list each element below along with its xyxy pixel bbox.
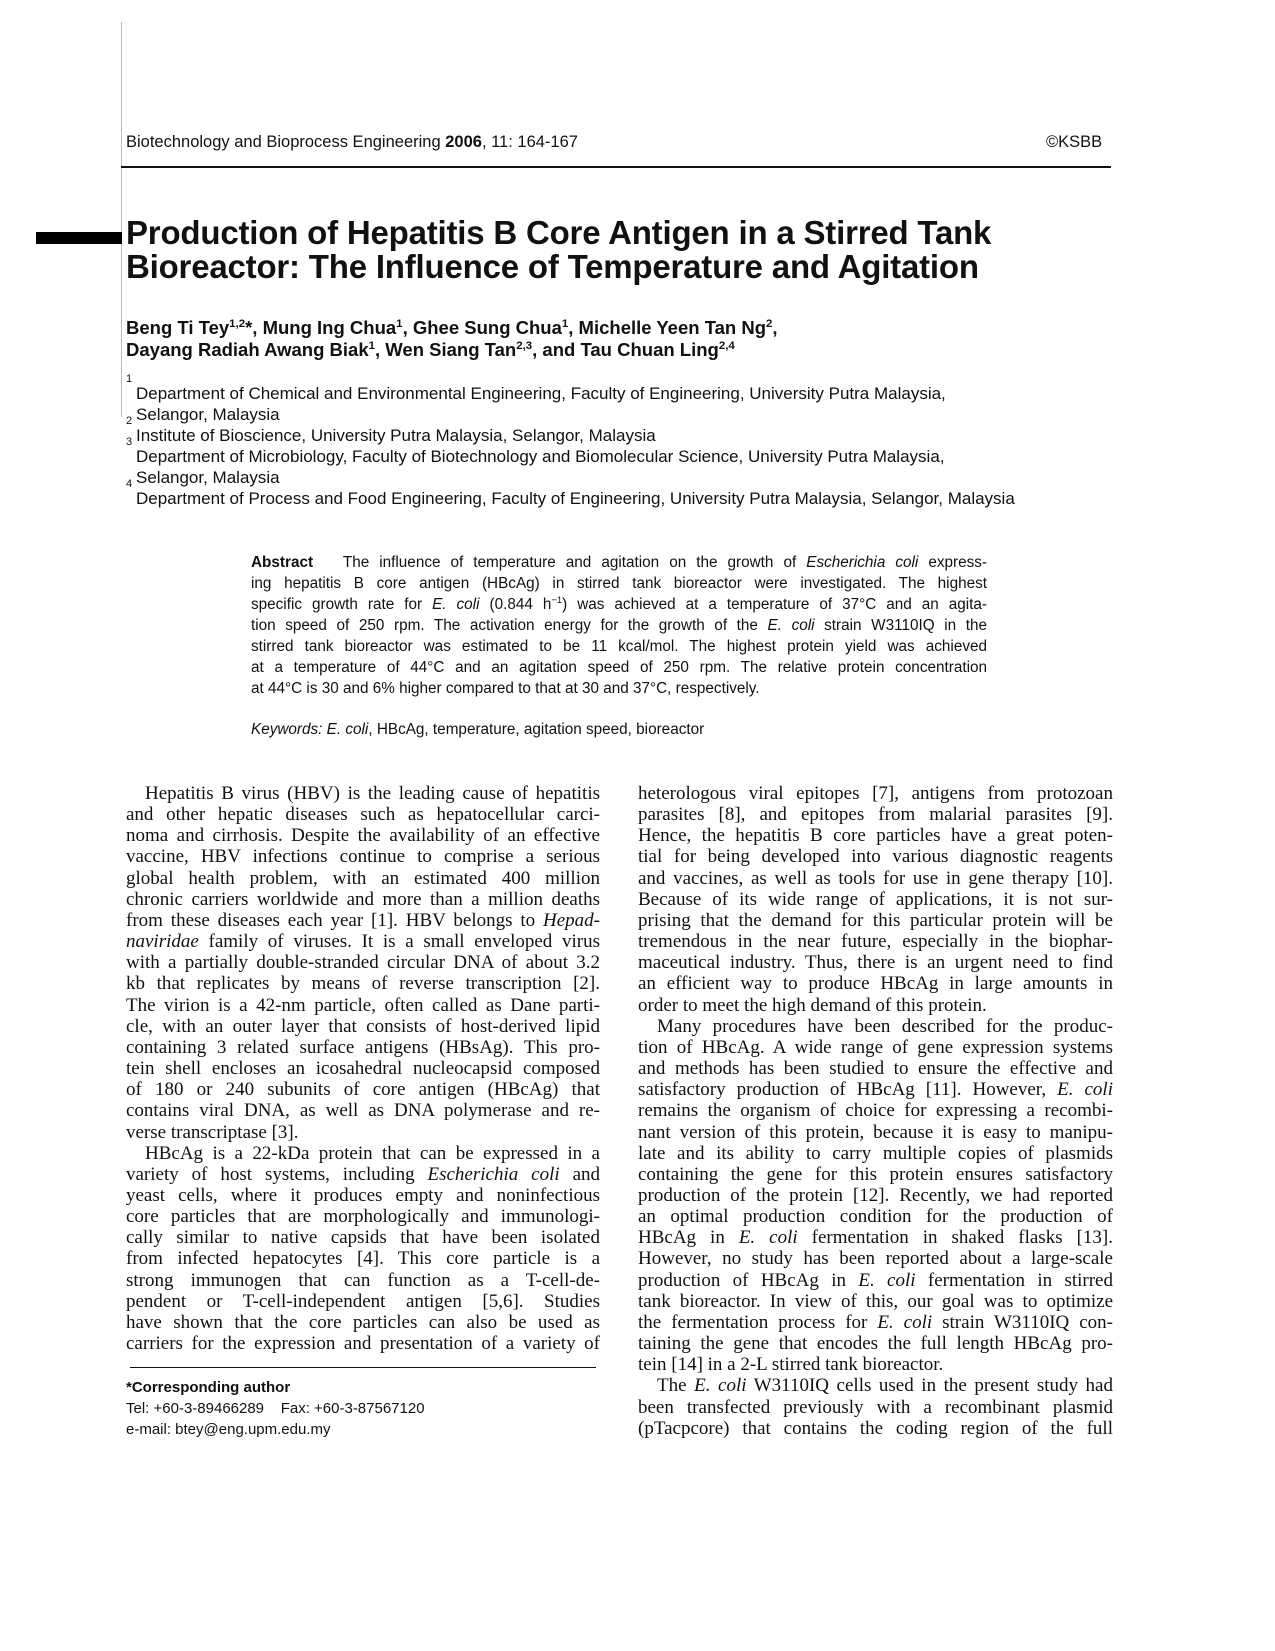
text-run: have shown that the core particles can also be used as — [126, 1311, 600, 1333]
text-run: an optimal production condition for the production of — [638, 1206, 1113, 1228]
text-run: ) was achieved at a temperature of 37°C and an agita- — [562, 596, 987, 613]
corresponding-author-footnote — [126, 1377, 425, 1440]
text-run: at 44°C is 30 and 6% higher compared to that at 30 and 37°C, respectively. — [251, 680, 760, 697]
text-run: at a temperature of 44°C and an agitation speed of 250 rpm. The relative protein concentration — [251, 659, 987, 676]
text-run: carriers for the expression and presentation of a variety of — [126, 1333, 600, 1355]
footnote-heading: *Corresponding author — [126, 1379, 291, 1396]
text-line — [638, 1206, 1113, 1227]
text-run: noma and cirrhosis. Despite the availability of an effective — [126, 825, 600, 847]
text-run: and — [559, 1163, 600, 1185]
text-run: Beng Ti Tey — [126, 317, 230, 338]
journal-name: Biotechnology and Bioprocess Engineering — [126, 133, 446, 151]
text-line — [638, 952, 1113, 973]
text-run: pendent or T-cell-independent antigen [5,6]. Studies — [126, 1290, 600, 1312]
text-run: been transfected previously with a recombinant plasmid — [638, 1396, 1113, 1418]
text-run: E. coli — [326, 721, 369, 738]
text-line — [126, 804, 600, 825]
text-run: Keywords — [251, 721, 319, 738]
text-line — [638, 889, 1113, 910]
text-run: E. coli — [432, 596, 480, 613]
text-line — [126, 910, 600, 931]
text-run: late and its ability to carry multiple copies of plasmids — [638, 1142, 1113, 1164]
text-line — [638, 1143, 1113, 1164]
text-run: Escherichia coli — [806, 554, 919, 571]
author-line — [126, 339, 778, 361]
text-run: specific growth rate for — [251, 596, 433, 613]
text-run: from these diseases each year [1]. HBV belongs to — [126, 909, 544, 931]
text-line — [251, 615, 987, 636]
text-run: Many procedures have been described for the produc- — [657, 1015, 1113, 1037]
text-line — [638, 1185, 1113, 1206]
text-line — [638, 1248, 1113, 1269]
text-line — [638, 1037, 1113, 1058]
text-run: tein shell encloses an icosahedral nucleocapsid composed — [126, 1058, 600, 1080]
affiliation: 4 Department of Process and Food Engineering, Faculty of Engineering, University Putra Malaysia, Selangor, Malaysia — [126, 478, 1015, 508]
text-line — [638, 1164, 1113, 1185]
text-run: strong immunogen that can function as a T-cell-de- — [126, 1269, 600, 1291]
text-line — [638, 1122, 1113, 1143]
text-line — [638, 1354, 1113, 1375]
text-run: , Michelle Yeen Tan Ng — [568, 317, 767, 338]
margin-rule — [121, 22, 122, 417]
text-line — [126, 846, 600, 867]
text-run: yeast cells, where it produces empty and noninfectious — [126, 1184, 600, 1206]
author-line — [126, 317, 778, 339]
text-line — [126, 1291, 600, 1312]
superscript: 1 — [368, 339, 376, 352]
text-line — [126, 1206, 600, 1227]
text-line — [638, 868, 1113, 889]
text-run: tank bioreactor. In view of this, our goal was to optimize — [638, 1290, 1113, 1312]
text-line — [126, 1248, 600, 1269]
text-run: Escherichia coli — [427, 1163, 560, 1185]
text-run: vaccine, HBV infections continue to comprise a serious — [126, 846, 600, 868]
text-run: The — [657, 1375, 695, 1397]
text-line — [638, 1100, 1113, 1121]
text-line — [126, 1164, 600, 1185]
text-run: tremendous in the near future, especially in the biophar- — [638, 931, 1113, 953]
text-run: cally similar to native capsids that have been isolated — [126, 1227, 600, 1249]
text-run: Hepad- — [543, 909, 600, 931]
affiliations — [126, 373, 1015, 509]
superscript: 1 — [561, 317, 569, 330]
text-line — [126, 995, 600, 1016]
superscript: 2,3 — [516, 339, 533, 352]
text-line — [126, 1143, 600, 1164]
paper-title — [126, 216, 991, 284]
affiliation-line: Department of Process and Food Engineering, Faculty of Engineering, University Putra Malaysia, Selangor, Malaysia — [136, 489, 1015, 508]
text-run: order to meet the high demand of this protein. — [638, 994, 987, 1016]
text-run: E. coli — [858, 1269, 916, 1291]
text-run: tein [14] in a 2-L stirred tank bioreactor. — [638, 1354, 944, 1376]
text-run: production of the protein [12]. Recently, we had reported — [638, 1184, 1113, 1206]
affiliation-line: Institute of Bioscience, University Putra Malaysia, Selangor, Malaysia — [136, 426, 656, 445]
journal-volume: , 11: 164-167 — [481, 133, 578, 151]
text-line — [126, 931, 600, 952]
text-run: W3110IQ cells used in the present study had — [746, 1375, 1113, 1397]
text-run: prising that the demand for this particular protein will be — [638, 909, 1113, 931]
text-run: , and Tau Chuan Ling — [532, 339, 719, 360]
text-line — [638, 1016, 1113, 1037]
affiliation-line: Selangor, Malaysia — [136, 405, 280, 424]
text-run: HBcAg is a 22-kDa protein that can be expressed in a — [145, 1142, 600, 1164]
text-line — [638, 1079, 1113, 1100]
affiliation-line: Department of Chemical and Environmental Engineering, Faculty of Engineering, University Putra Malaysia, — [136, 384, 946, 403]
text-run: verse transcriptase [3]. — [126, 1121, 299, 1143]
text-line — [638, 846, 1113, 867]
affiliation: 3 Department of Microbiology, Faculty of Biotechnology and Biomolecular Science, University Putra Malaysia, Selangor, Malaysia — [126, 446, 1015, 488]
text-run: The influence of temperature and agitation on the growth of — [313, 554, 807, 571]
text-run: ing hepatitis B core antigen (HBcAg) in stirred tank bioreactor were investigated. The highest — [251, 575, 987, 592]
text-line — [126, 1100, 600, 1121]
text-run: HBcAg in — [638, 1227, 739, 1249]
superscript: 2 — [766, 317, 773, 330]
text-run: tion speed of 250 rpm. The activation energy for the growth of the — [251, 617, 768, 634]
text-line — [251, 678, 987, 699]
text-run: heterologous viral epitopes [7], antigens from protozoan — [638, 783, 1113, 804]
text-run: The virion is a 42-nm particle, often called as Dane parti- — [126, 994, 600, 1016]
text-run: family of viruses. It is a small enveloped virus — [198, 931, 600, 953]
keywords — [251, 721, 704, 739]
text-line — [126, 1227, 600, 1248]
text-line — [638, 804, 1113, 825]
text-line — [251, 636, 987, 657]
text-run: satisfactory production of HBcAg [11]. However, — [638, 1079, 1058, 1101]
text-run: E. coli — [694, 1375, 747, 1397]
footnote-email: e-mail: btey@eng.upm.edu.my — [126, 1421, 331, 1438]
body-column-left — [126, 783, 600, 1354]
text-line — [126, 825, 600, 846]
superscript: 1,2 — [229, 317, 246, 330]
superscript: 1 — [396, 317, 403, 330]
text-line — [638, 1418, 1113, 1439]
text-run: contains viral DNA, as well as DNA polymerase and re- — [126, 1100, 600, 1122]
text-run: an efficient way to produce HBcAg in large amounts in — [638, 973, 1113, 995]
text-run: taining the gene that encodes the full length HBcAg pro- — [638, 1333, 1113, 1355]
text-run: , HBcAg, temperature, agitation speed, bioreactor — [368, 721, 705, 738]
text-line — [251, 657, 987, 678]
text-run: variety of host systems, including — [126, 1163, 428, 1185]
text-line — [126, 1122, 600, 1143]
text-run: containing the gene for this protein ensures satisfactory — [638, 1163, 1113, 1185]
superscript: −1 — [551, 594, 563, 606]
text-run: E. coli — [877, 1311, 933, 1333]
text-line — [251, 573, 987, 594]
text-run: naviridae — [126, 931, 199, 953]
text-run: and methods has been studied to ensure the effective and — [638, 1058, 1113, 1080]
text-run: the fermentation process for — [638, 1311, 878, 1333]
text-line — [638, 825, 1113, 846]
text-line — [638, 1333, 1113, 1354]
text-run: of 180 or 240 subunits of core antigen (HBcAg) that — [126, 1079, 600, 1101]
text-line — [126, 1185, 600, 1206]
journal-year: 2006 — [445, 133, 482, 151]
text-line — [126, 1016, 600, 1037]
footnote-rule — [130, 1367, 596, 1368]
title-line: Production of Hepatitis B Core Antigen in a Stirred Tank — [126, 214, 992, 251]
text-run: Hence, the hepatitis B core particles have a great poten- — [638, 825, 1113, 847]
text-run: Because of its wide range of applications, it is not sur- — [638, 888, 1113, 910]
affiliation-line: Selangor, Malaysia — [136, 468, 280, 487]
text-line — [126, 783, 600, 804]
text-line — [126, 1079, 600, 1100]
running-header — [126, 133, 578, 152]
text-run: and other hepatic diseases such as hepatocellular carci- — [126, 804, 600, 826]
text-run: express- — [918, 554, 988, 571]
text-run: strain W3110IQ in the — [814, 617, 987, 634]
text-line — [638, 1291, 1113, 1312]
affiliation: 1 Department of Chemical and Environmental Engineering, Faculty of Engineering, University Putra Malaysia, Selangor, Malaysia — [126, 383, 1015, 425]
text-run: global health problem, with an estimated 400 million — [126, 867, 600, 889]
text-run: parasites [8], and epitopes from malarial parasites [9]. — [638, 804, 1113, 826]
text-run: However, no study has been reported about a large-scale — [638, 1248, 1113, 1270]
text-run: production of HBcAg in — [638, 1269, 859, 1291]
text-run: and vaccines, as well as tools for use in gene therapy [10]. — [638, 867, 1113, 889]
text-line — [638, 995, 1113, 1016]
text-run: E. coli — [738, 1227, 798, 1249]
text-line — [638, 1270, 1113, 1291]
body-column-right — [638, 783, 1113, 1439]
text-run: maceutical industry. Thus, there is an urgent need to find — [638, 952, 1113, 974]
text-line — [126, 1058, 600, 1079]
text-line — [638, 1058, 1113, 1079]
text-line — [638, 931, 1113, 952]
footnote-phone: Tel: +60-3-89466289 Fax: +60-3-87567120 — [126, 1400, 425, 1417]
text-run: , Wen Siang Tan — [375, 339, 517, 360]
text-line — [251, 552, 987, 573]
text-run: fermentation in shaked flasks [13]. — [797, 1227, 1113, 1249]
text-run: stirred tank bioreactor was estimated to be 11 kcal/mol. The highest protein yield was achieved — [251, 638, 987, 655]
text-run: Hepatitis B virus (HBV) is the leading cause of hepatitis — [145, 783, 600, 804]
text-run: , Ghee Sung Chua — [402, 317, 562, 338]
text-run: cle, with an outer layer that consists of host-derived lipid — [126, 1015, 600, 1037]
title-line: Bioreactor: The Influence of Temperature and Agitation — [126, 248, 979, 285]
author-list — [126, 317, 778, 361]
text-line — [638, 1375, 1113, 1396]
text-line — [638, 1397, 1113, 1418]
text-run: core particles that are morphologically and immunologi- — [126, 1206, 600, 1228]
text-run: chronic carriers worldwide and more than a million deaths — [126, 888, 600, 910]
text-run: , — [772, 317, 778, 338]
text-run: tial for being developed into various diagnostic reagents — [638, 846, 1113, 868]
text-line — [126, 1312, 600, 1333]
text-run: remains the organism of choice for expressing a recombi- — [638, 1100, 1113, 1122]
text-run: E. coli — [767, 617, 815, 634]
text-run: tion of HBcAg. A wide range of gene expression systems — [638, 1036, 1113, 1058]
text-run: *, Mung Ing Chua — [245, 317, 397, 338]
text-line — [638, 783, 1113, 804]
text-line — [126, 1333, 600, 1354]
text-run: E. coli — [1057, 1079, 1113, 1101]
text-line — [126, 973, 600, 994]
affiliation-line: Department of Microbiology, Faculty of Biotechnology and Biomolecular Science, University Putra Malaysia, — [136, 447, 945, 466]
text-line — [126, 1270, 600, 1291]
abstract — [251, 552, 987, 699]
text-run: Dayang Radiah Awang Biak — [126, 339, 369, 360]
text-run: (0.844 h — [479, 596, 552, 613]
text-run: nant version of this protein, because it is easy to manipu- — [638, 1121, 1113, 1143]
text-line — [126, 889, 600, 910]
text-run: from infected hepatocytes [4]. This core particle is a — [126, 1248, 600, 1270]
text-line — [251, 594, 987, 615]
text-run: fermentation in stirred — [915, 1269, 1113, 1291]
text-run: kb that replicates by means of reverse transcription [2]. — [126, 973, 600, 995]
text-run: strain W3110IQ con- — [932, 1311, 1113, 1333]
superscript: 2,4 — [718, 339, 735, 352]
affiliation: 2 Institute of Bioscience, University Putra Malaysia, Selangor, Malaysia — [126, 425, 1015, 446]
text-line — [638, 973, 1113, 994]
text-line — [126, 1037, 600, 1058]
text-run: with a partially double-stranded circular DNA of about 3.2 — [126, 952, 600, 974]
text-line — [638, 1227, 1113, 1248]
title-marker-bar — [36, 232, 122, 244]
text-run: containing 3 related surface antigens (HBsAg). This pro- — [126, 1036, 600, 1058]
text-run: : — [318, 721, 327, 738]
header-rule — [121, 166, 1111, 168]
text-line — [638, 1312, 1113, 1333]
text-line — [638, 910, 1113, 931]
text-line — [126, 952, 600, 973]
copyright: ©KSBB — [1046, 133, 1103, 151]
text-run: Abstract — [251, 554, 314, 571]
text-run: (pTacpcore) that contains the coding region of the full — [638, 1417, 1113, 1439]
text-line — [126, 868, 600, 889]
